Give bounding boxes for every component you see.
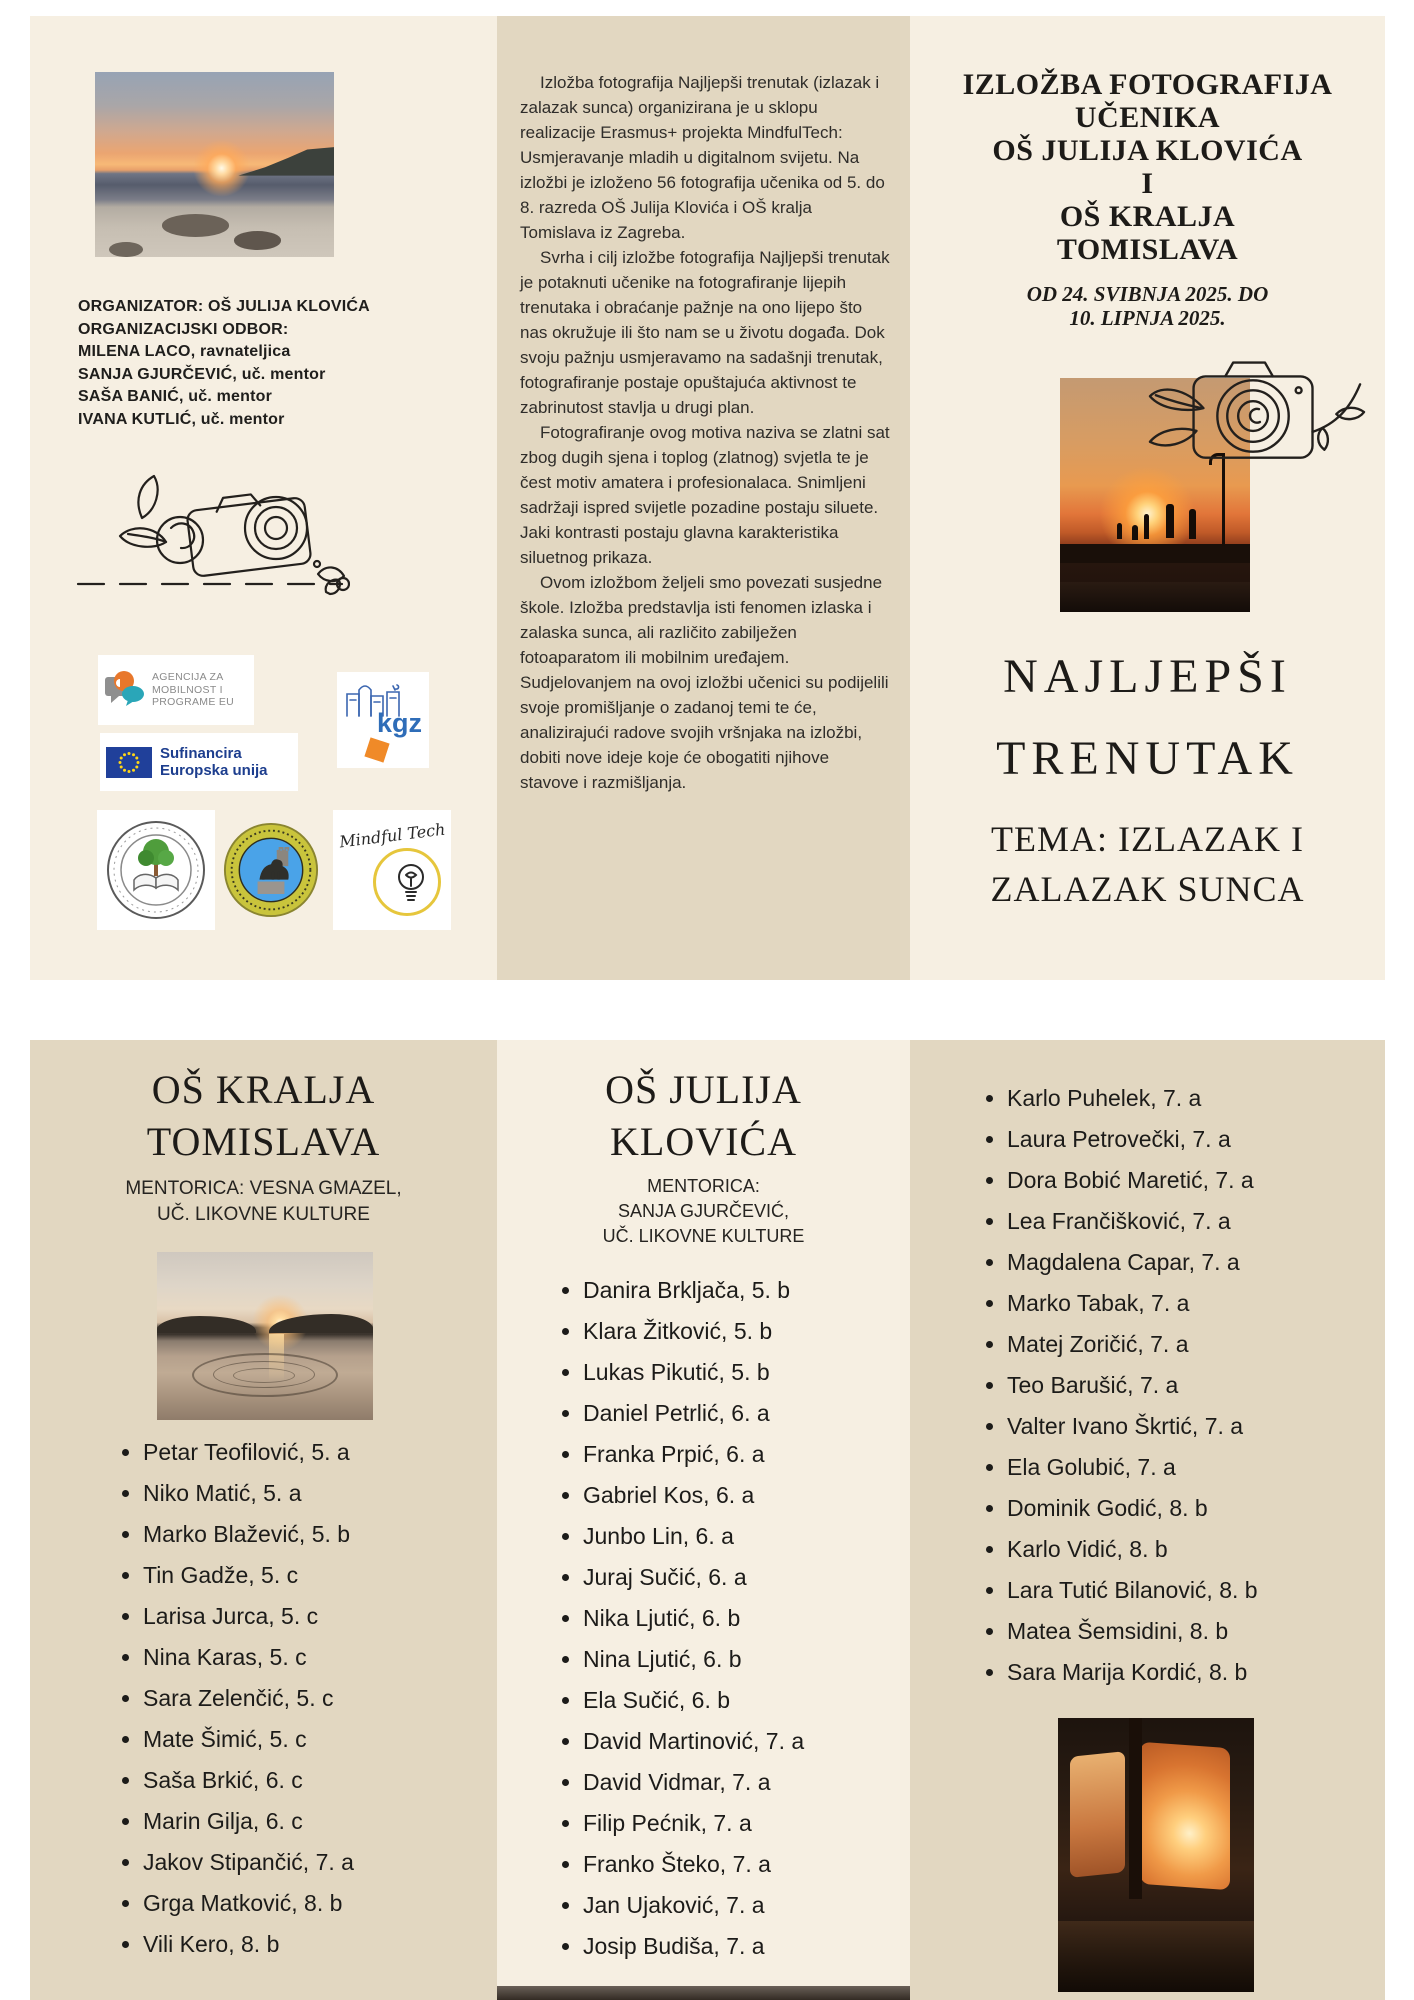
ampeu-text-line: PROGRAME EU bbox=[152, 696, 235, 709]
student-item: • Marko Blažević, 5. b bbox=[143, 1514, 354, 1555]
student-item: • Filip Pećnik, 7. a bbox=[583, 1803, 804, 1844]
eu-flag-icon bbox=[106, 747, 152, 778]
klovic-student-list-continued bbox=[979, 1078, 1258, 1693]
student-item: • Matea Šemsidini, 8. b bbox=[1007, 1611, 1258, 1652]
person-silhouette bbox=[1132, 525, 1138, 540]
klovic-school-logo bbox=[97, 810, 215, 930]
student-item: • Jakov Stipančić, 7. a bbox=[143, 1842, 354, 1883]
student-item: • Magdalena Capar, 7. a bbox=[1007, 1242, 1258, 1283]
student-item: • Karlo Vidić, 8. b bbox=[1007, 1529, 1258, 1570]
ampeu-text-line: AGENCIJA ZA bbox=[152, 671, 224, 684]
student-item: • Lara Tutić Bilanović, 8. b bbox=[1007, 1570, 1258, 1611]
eu-cofunded-text bbox=[160, 745, 268, 780]
window-sunset-photo bbox=[1058, 1718, 1254, 1992]
student-item: • Saša Brkić, 6. c bbox=[143, 1760, 354, 1801]
student-item: • Ela Sučić, 6. b bbox=[583, 1680, 804, 1721]
exhibition-heading-line: UČENIKA bbox=[1074, 101, 1221, 134]
student-item: • Tin Gadže, 5. c bbox=[143, 1555, 354, 1596]
mindfultech-label: Mindful Tech bbox=[338, 819, 447, 852]
theme-line: TEMA: IZLAZAK I bbox=[991, 819, 1304, 859]
lake-sunset-photo bbox=[157, 1252, 373, 1420]
exhibition-heading-line: I bbox=[1141, 167, 1154, 200]
klovic-mentor bbox=[497, 1174, 910, 1249]
camera-doodle-illustration bbox=[70, 422, 350, 622]
student-item: • Valter Ivano Škrtić, 7. a bbox=[1007, 1406, 1258, 1447]
student-item: • David Martinović, 7. a bbox=[583, 1721, 804, 1762]
main-title-line: TRENUTAK bbox=[996, 732, 1299, 785]
theme-line: ZALAZAK SUNCA bbox=[990, 869, 1305, 909]
pier-silhouette bbox=[1060, 544, 1250, 563]
student-item: • Franka Prpić, 6. a bbox=[583, 1434, 804, 1475]
student-item: • Klara Žitković, 5. b bbox=[583, 1311, 804, 1352]
school-title-line: OŠ KRALJA bbox=[151, 1067, 376, 1112]
tomislav-badge-icon bbox=[223, 821, 319, 919]
panel-top-left bbox=[30, 16, 497, 980]
beach-rock bbox=[234, 231, 282, 250]
description-paragraph: Izložba fotografija Najljepši trenutak (izlazak i zalazak sunca) organizirana je u sklopu realizacije Erasmus+ projekta MindfulTech: Usmjeravanje mladih u digitalnom svijetu. Na izložbi je izloženo 56 fotografija učenika od 5. do 8. razreda OŠ Julija Klovića i OŠ kralja Tomislava iz Zagreba. bbox=[520, 73, 885, 242]
mentor-line: UČ. LIKOVNE KULTURE bbox=[602, 1226, 805, 1246]
tomislav-school-logo bbox=[223, 814, 319, 926]
mindfultech-logo bbox=[333, 810, 451, 930]
lightbulb-icon bbox=[393, 862, 429, 906]
student-item: • David Vidmar, 7. a bbox=[583, 1762, 804, 1803]
mentor-line: UČ. LIKOVNE KULTURE bbox=[157, 1204, 370, 1225]
student-item: • Petar Teofilović, 5. a bbox=[143, 1432, 354, 1473]
kgz-orange-shape bbox=[364, 737, 389, 762]
student-item: • Gabriel Kos, 6. a bbox=[583, 1475, 804, 1516]
exhibition-date-line: 10. LIPNJA 2025. bbox=[1069, 306, 1226, 330]
person-silhouette bbox=[1117, 523, 1122, 539]
description-paragraph: Ovom izložbom željeli smo povezati susjedne škole. Izložba predstavlja isti fenomen izlaska i zalaska sunca, ali različito zabilježen fotoaparatom ili mobilnim uređajem. Sudjelovanjem na ovoj izložbi učenici su podijelili svoje promišljanje o zadanoj temi te će, analizirajući radove svojih vršnjaka na izložbi, dobiti nove ideje koje će obogatiti njihove stavove i razmišljanja. bbox=[520, 573, 889, 792]
window-pane bbox=[1070, 1751, 1125, 1877]
klovic-emblem-icon bbox=[104, 818, 208, 922]
exhibition-heading-line: TOMISLAVA bbox=[1056, 233, 1239, 266]
student-item: • Sara Marija Kordić, 8. b bbox=[1007, 1652, 1258, 1693]
panel-top-middle bbox=[497, 16, 910, 980]
beach-sunset-photo bbox=[95, 72, 334, 257]
organizer-line: IVANA KUTLIĆ, uč. mentor bbox=[78, 410, 285, 428]
panel-bottom-right bbox=[910, 1040, 1385, 2000]
person-silhouette bbox=[1166, 504, 1174, 538]
student-item: • Larisa Jurca, 5. c bbox=[143, 1596, 354, 1637]
coastline-silhouette bbox=[238, 146, 334, 176]
klovic-school-title bbox=[497, 1064, 910, 1168]
organizer-line: SAŠA BANIĆ, uč. mentor bbox=[78, 388, 273, 405]
student-item: • Karlo Puhelek, 7. a bbox=[1007, 1078, 1258, 1119]
organizer-line: SANJA GJURČEVIĆ, uč. mentor bbox=[78, 365, 326, 383]
student-item: • Danira Brkljača, 5. b bbox=[583, 1270, 804, 1311]
beach-rock bbox=[162, 214, 229, 236]
student-item: • Sara Zelenčić, 5. c bbox=[143, 1678, 354, 1719]
student-item: • Nina Ljutić, 6. b bbox=[583, 1639, 804, 1680]
ampeu-logo-icon bbox=[102, 668, 146, 712]
tomislav-student-list bbox=[115, 1432, 354, 1965]
dashboard-silhouette bbox=[1058, 1921, 1254, 1992]
exhibition-date-line: OD 24. SVIBNJA 2025. DO bbox=[1026, 282, 1269, 306]
mentor-line: MENTORICA: VESNA GMAZEL, bbox=[125, 1178, 402, 1199]
student-item: • Vili Kero, 8. b bbox=[143, 1924, 354, 1965]
student-item: • Lea Frančišković, 7. a bbox=[1007, 1201, 1258, 1242]
student-item: • Josip Budiša, 7. a bbox=[583, 1926, 804, 1967]
ampeu-text-line: MOBILNOST I bbox=[152, 683, 223, 696]
student-item: • Grga Matković, 8. b bbox=[143, 1883, 354, 1924]
ampeu-logo bbox=[98, 655, 254, 725]
student-item: • Marko Tabak, 7. a bbox=[1007, 1283, 1258, 1324]
student-item: • Ela Golubić, 7. a bbox=[1007, 1447, 1258, 1488]
organizer-line: ORGANIZATOR: OŠ JULIJA KLOVIĆA bbox=[78, 298, 370, 315]
mentor-line: MENTORICA: bbox=[647, 1176, 760, 1196]
school-title-line: KLOVIĆA bbox=[610, 1119, 797, 1164]
exhibition-dates bbox=[910, 282, 1385, 330]
treeline-silhouette bbox=[269, 1314, 373, 1332]
student-item: • Franko Šteko, 7. a bbox=[583, 1844, 804, 1885]
student-item: • Junbo Lin, 6. a bbox=[583, 1516, 804, 1557]
student-item: • Nina Karas, 5. c bbox=[143, 1637, 354, 1678]
organizer-line: MILENA LACO, ravnateljica bbox=[78, 343, 291, 360]
student-item: • Daniel Petrlić, 6. a bbox=[583, 1393, 804, 1434]
panel-top-right bbox=[910, 16, 1385, 980]
panel-bottom-left bbox=[30, 1040, 497, 2000]
student-item: • Nika Ljutić, 6. b bbox=[583, 1598, 804, 1639]
tomislav-mentor bbox=[30, 1176, 497, 1228]
student-item: • Dominik Godić, 8. b bbox=[1007, 1488, 1258, 1529]
student-item: • Lukas Pikutić, 5. b bbox=[583, 1352, 804, 1393]
ampeu-logo-text bbox=[152, 671, 234, 709]
boats-silhouette bbox=[1060, 582, 1250, 612]
organizer-line: ORGANIZACIJSKI ODBOR: bbox=[78, 320, 289, 338]
eu-cofunded-logo bbox=[100, 733, 298, 791]
student-item: • Niko Matić, 5. a bbox=[143, 1473, 354, 1514]
window-frame-pillar bbox=[1129, 1718, 1143, 1899]
student-item: • Matej Zoričić, 7. a bbox=[1007, 1324, 1258, 1365]
exhibition-heading-line: IZLOŽBA FOTOGRAFIJA bbox=[962, 68, 1333, 101]
mentor-line: SANJA GJURČEVIĆ, bbox=[617, 1201, 790, 1221]
brochure-theme bbox=[910, 814, 1385, 914]
exhibition-heading-line: OŠ JULIJA KLOVIĆA bbox=[992, 134, 1303, 167]
beach-rock bbox=[109, 242, 142, 257]
student-item: • Laura Petrovečki, 7. a bbox=[1007, 1119, 1258, 1160]
person-silhouette bbox=[1144, 514, 1149, 539]
main-title-line: NAJLJEPŠI bbox=[1003, 650, 1292, 703]
student-item: • Dora Bobić Maretić, 7. a bbox=[1007, 1160, 1258, 1201]
description-paragraph: Svrha i cilj izložbe fotografija Najljepši trenutak je potaknuti učenike na fotografiranje lijepih trenutaka i obraćanje pažnje na ono lijepo što nas okružuje ili što nam se u životu događa. Dok svoju pažnju usmjeravamo na sadašnji trenutak, fotografiranje postaje opuštajuća aktivnost te zabrinutost stavlja u drugi plan. bbox=[520, 248, 890, 417]
klovic-student-list bbox=[555, 1270, 804, 1967]
exhibition-heading-line: OŠ KRALJA bbox=[1059, 200, 1236, 233]
brochure-main-title bbox=[910, 636, 1385, 800]
student-item: • Marin Gilja, 6. c bbox=[143, 1801, 354, 1842]
description-paragraph: Fotografiranje ovog motiva naziva se zlatni sat zbog dugih sjena i toplog (zlatnog) svjetla te je čest motiv amatera i profesionalaca. Snimljeni sadržaji ispred svijetle pozadine postaju siluete. Jaki kontrasti postaju glavna karakteristika siluetnog prikaza. bbox=[520, 423, 890, 567]
person-silhouette bbox=[1189, 509, 1196, 539]
exhibition-description bbox=[520, 70, 891, 795]
treeline-silhouette bbox=[157, 1316, 256, 1333]
student-item: • Juraj Sučić, 6. a bbox=[583, 1557, 804, 1598]
panel-bottom-middle bbox=[497, 1040, 910, 2000]
window-pane-with-sun bbox=[1140, 1742, 1230, 1891]
kgz-logo bbox=[337, 672, 429, 768]
student-item: • Jan Ujaković, 7. a bbox=[583, 1885, 804, 1926]
student-item: • Mate Šimić, 5. c bbox=[143, 1719, 354, 1760]
kgz-logo-label: kgz bbox=[376, 708, 422, 738]
school-title-line: OŠ JULIJA bbox=[605, 1067, 802, 1112]
eu-text-line: Europska unija bbox=[160, 762, 268, 779]
tomislav-school-title bbox=[30, 1064, 497, 1168]
camera-line-art-illustration bbox=[1142, 346, 1370, 496]
organizer-block bbox=[78, 296, 370, 431]
exhibition-heading bbox=[910, 68, 1385, 266]
eu-text-line: Sufinancira bbox=[160, 744, 242, 762]
cropped-photo-edge bbox=[497, 1986, 910, 2000]
student-item: • Teo Barušić, 7. a bbox=[1007, 1365, 1258, 1406]
school-title-line: TOMISLAVA bbox=[146, 1119, 381, 1164]
